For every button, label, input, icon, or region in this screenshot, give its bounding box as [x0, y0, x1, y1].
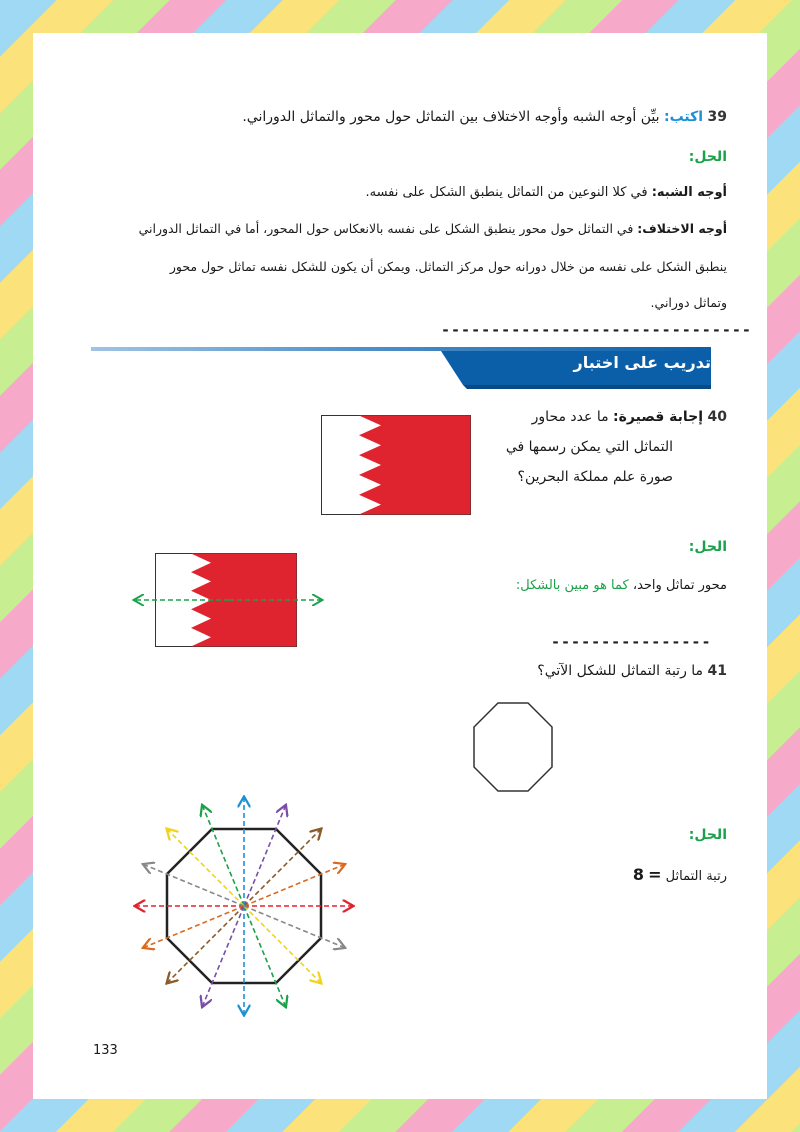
- symmetry-axis-7: [244, 906, 320, 982]
- q39-solution-label: الحل:: [688, 149, 727, 165]
- symmetry-axis-4: [203, 906, 244, 1006]
- q40-line1: [532, 409, 727, 425]
- q40-prompt-1: ما عدد محاور: [531, 409, 609, 425]
- symmetry-axis-7: [168, 830, 244, 906]
- symmetry-axis-6: [203, 806, 244, 906]
- q39-number: 39: [707, 109, 727, 125]
- bahrain-flag-axis: [129, 551, 329, 651]
- q40-answer-green: كما هو مبين بالشكل:: [515, 578, 629, 593]
- octagon-symmetry-diagram: [133, 795, 355, 1027]
- q41-answer: [633, 865, 727, 884]
- symmetry-axis-2: [144, 906, 244, 947]
- similarity-label: أوجه الشبه:: [651, 185, 727, 200]
- answer-label: رتبة التماثل: [665, 869, 727, 884]
- q39-line: [242, 109, 727, 125]
- bahrain-flag: [321, 415, 471, 515]
- symmetry-axis-3: [244, 830, 320, 906]
- q40-prompt-2: التماثل التي يمكن رسمها في: [505, 439, 673, 455]
- q40-label: إجابة قصيرة:: [613, 409, 704, 425]
- symmetry-axis-2: [244, 865, 344, 906]
- symmetry-axis-8: [244, 906, 344, 947]
- q40-prompt-3: صورة علم مملكة البحرين؟: [517, 469, 673, 485]
- q40-solution-label: الحل:: [688, 539, 727, 555]
- q41-solution-label: الحل:: [688, 827, 727, 843]
- answer-value: 8: [632, 865, 644, 884]
- q39-command: اكتب:: [663, 109, 704, 125]
- q41-number: 41: [707, 663, 727, 679]
- symmetry-axis-3: [168, 906, 244, 982]
- q39-similarity: [365, 185, 727, 200]
- q40-answer-black: محور تماثل واحد،: [632, 578, 727, 593]
- q39-difference-2: ينطبق الشكل على نفسه من خلال دورانه حول مركز التماثل. ويمكن أن يكون للشكل نفسه تماثل حول محور: [169, 259, 727, 274]
- similarity-text: في كلا النوعين من التماثل ينطبق الشكل على نفسه.: [365, 185, 648, 200]
- q39-prompt: بيِّن أوجه الشبه وأوجه الاختلاف بين التماثل حول محور والتماثل الدوراني.: [242, 109, 660, 125]
- separator-2: ----------------: [551, 633, 712, 651]
- page: [33, 33, 767, 1099]
- q39-difference-1: [139, 221, 727, 236]
- symmetry-axis-4: [244, 806, 285, 906]
- octagon-small: [470, 701, 556, 795]
- banner-title: تدريب على اختبار: [573, 353, 711, 372]
- page-number: 133: [93, 1043, 118, 1058]
- difference-label: أوجه الاختلاف:: [637, 221, 727, 236]
- answer-eq: =: [648, 865, 662, 884]
- q40-number: 40: [707, 409, 727, 425]
- symmetry-axis-6: [244, 906, 285, 1006]
- q41-prompt: ما رتبة التماثل للشكل الآتي؟: [537, 663, 704, 679]
- q39-difference-3: وتماثل دوراني.: [650, 295, 727, 310]
- q40-answer: [516, 578, 727, 593]
- symmetry-axis-8: [144, 865, 244, 906]
- difference-line1: في التماثل حول محور ينطبق الشكل على نفسه بالانعكاس حول المحور، أما في التماثل الدوراني: [138, 221, 634, 236]
- separator-1: -------------------------------: [441, 321, 752, 339]
- q41-line: [537, 663, 727, 679]
